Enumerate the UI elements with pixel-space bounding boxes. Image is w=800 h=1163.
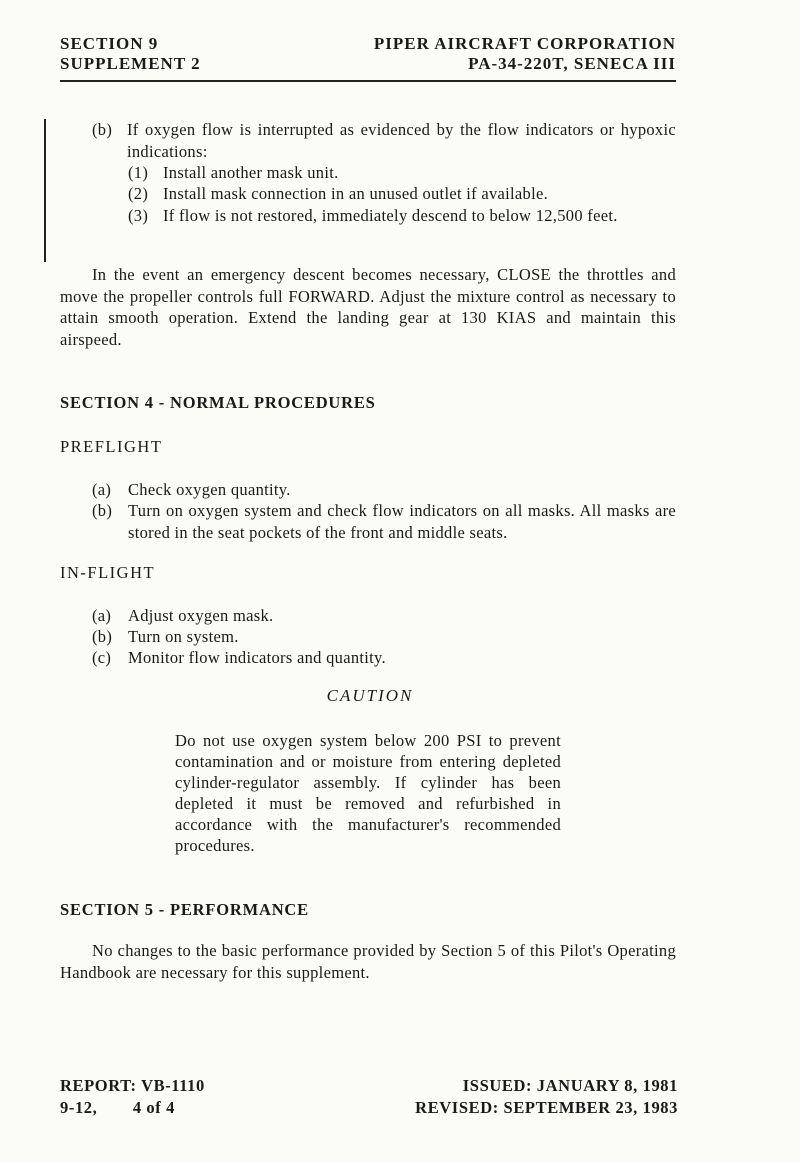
item-text: Install mask connection in an unused outlet if available.: [163, 184, 549, 203]
item-marker: (a): [92, 606, 112, 625]
header-rule: [60, 80, 676, 82]
item-text: Turn on system.: [128, 627, 239, 646]
item-marker: (1): [128, 163, 149, 182]
item-marker: (b): [92, 501, 113, 520]
item-marker: (b): [92, 627, 113, 646]
section-label: SECTION 9: [60, 34, 159, 53]
item-marker: (2): [128, 184, 149, 203]
item-text: If oxygen flow is interrupted as evidenced by the flow indicators or hypoxic indications:: [127, 120, 676, 161]
list-item: [128, 162, 676, 184]
aircraft-model: PA-34-220T, SENECA III: [468, 54, 676, 73]
descent-paragraph: In the event an emergency descent becomes necessary, CLOSE the throttles and move the propeller controls full FORWARD. Adjust the mixture control as necessary to attain smooth operation. Extend the landing gear at 130 KIAS and maintain this airspeed.: [60, 265, 676, 349]
caution-title: CAUTION: [326, 686, 414, 705]
performance-paragraph: No changes to the basic performance provided by Section 5 of this Pilot's Operating Handbook are necessary for this supplement.: [60, 941, 676, 982]
item-marker: (c): [92, 648, 112, 667]
item-text: Turn on oxygen system and check flow indicators on all masks. All masks are stored in the seat pockets of the front and middle seats.: [128, 501, 676, 542]
list-item: [92, 626, 676, 648]
list-item: [92, 119, 676, 163]
list-item: [92, 605, 676, 627]
list-item: [128, 205, 676, 249]
header-right: [374, 34, 676, 74]
item-text: Check oxygen quantity.: [128, 480, 291, 499]
item-marker: (b): [92, 120, 113, 139]
page-number: 9-12,: [60, 1098, 98, 1117]
item-text: Monitor flow indicators and quantity.: [128, 648, 386, 667]
revised-date: REVISED: SEPTEMBER 23, 1983: [415, 1098, 678, 1117]
item-marker: (3): [128, 206, 149, 225]
caution-text: Do not use oxygen system below 200 PSI to prevent contamination and or moisture from entering depleted cylinder-regulator assembly. If cylinder has been depleted it must be removed and refurbished in accordance with the manufacturer's recommended procedures.: [175, 731, 561, 855]
item-marker: (a): [92, 480, 112, 499]
item-text: Install another mask unit.: [163, 163, 339, 182]
report-number: REPORT: VB-1110: [60, 1076, 205, 1095]
list-item: [128, 183, 676, 205]
list-item: [92, 500, 676, 544]
item-text: If flow is not restored, immediately descend to below 12,500 feet.: [163, 206, 618, 225]
company-name: PIPER AIRCRAFT CORPORATION: [373, 34, 676, 53]
section-4-title: SECTION 4 - NORMAL PROCEDURES: [60, 393, 376, 412]
preflight-heading: PREFLIGHT: [60, 437, 163, 456]
list-item: [92, 479, 676, 501]
revision-change-bar: [44, 119, 46, 262]
footer-right: [415, 1075, 678, 1119]
page-of: 4 of 4: [132, 1098, 175, 1117]
supplement-label: SUPPLEMENT 2: [60, 54, 201, 73]
list-item: [92, 647, 676, 669]
section-5-title: SECTION 5 - PERFORMANCE: [60, 900, 309, 919]
header-left: [60, 34, 201, 74]
footer-left: [60, 1075, 205, 1119]
issued-date: ISSUED: JANUARY 8, 1981: [462, 1076, 678, 1095]
item-text: Adjust oxygen mask.: [128, 606, 274, 625]
inflight-heading: IN-FLIGHT: [60, 563, 156, 582]
